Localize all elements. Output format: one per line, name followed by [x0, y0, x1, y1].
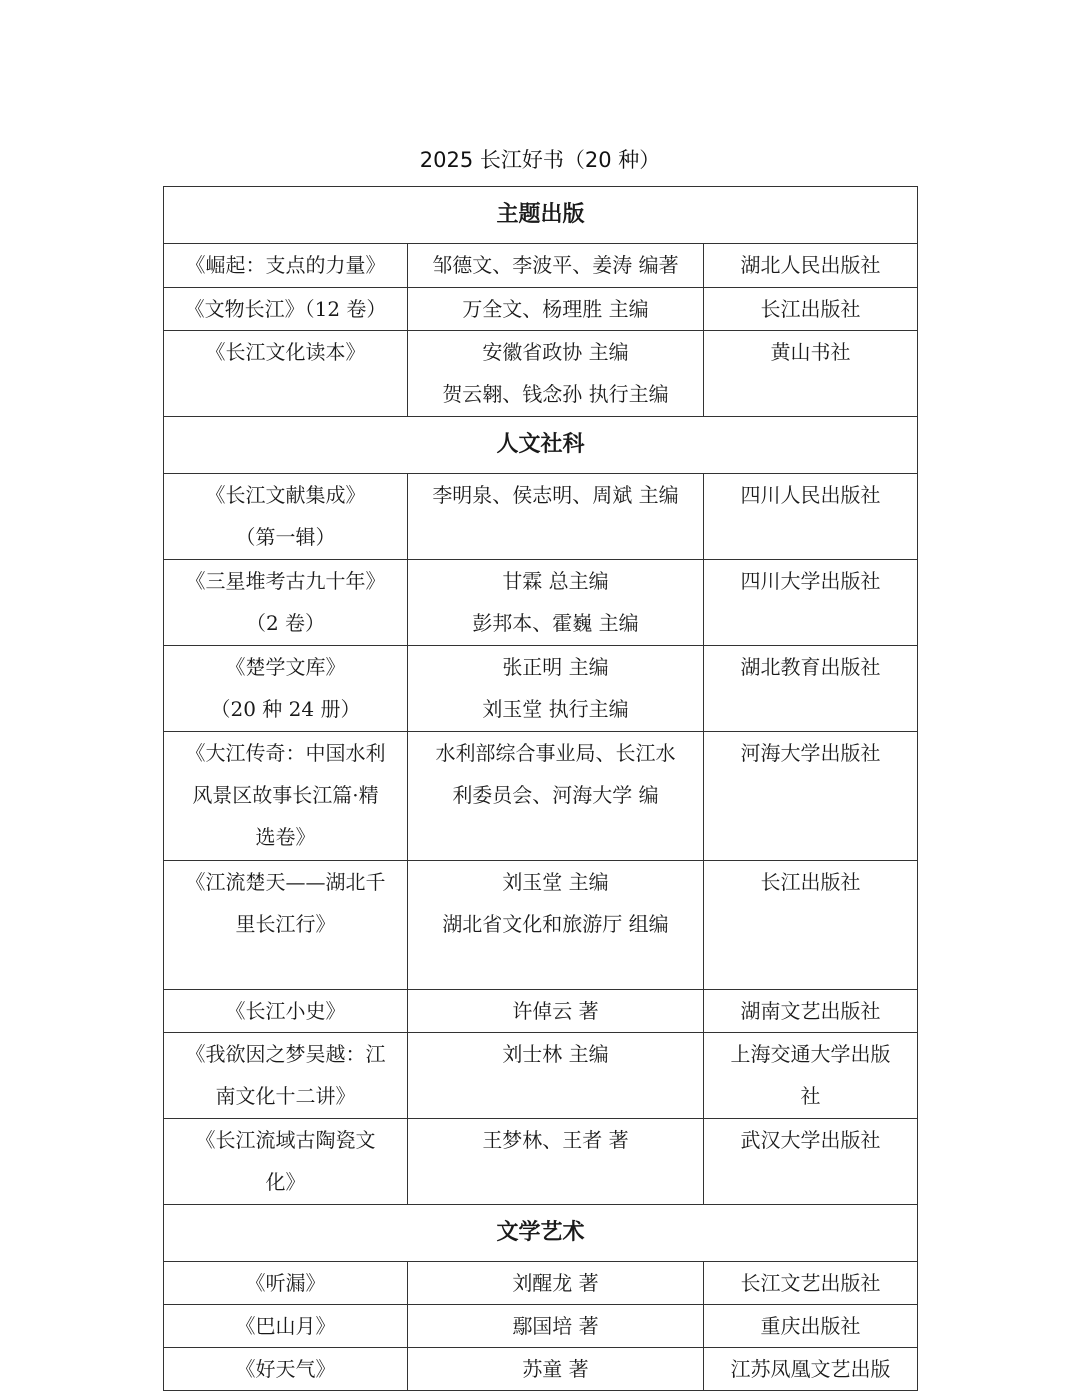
book-publisher: 湖北人民出版社: [704, 244, 918, 288]
table-row: [164, 1119, 918, 1205]
book-publisher: 长江出版社: [704, 288, 918, 331]
book-authors: 刘醒龙 著: [408, 1262, 704, 1305]
book-title: 《听漏》: [164, 1262, 408, 1305]
book-publisher: 长江文艺出版社: [704, 1262, 918, 1305]
book-publisher: 湖北教育出版社: [704, 646, 918, 732]
book-authors: 李明泉、侯志明、周斌 主编: [408, 474, 704, 560]
book-authors: 安徽省政协 主编 贺云翱、钱念孙 执行主编: [408, 331, 704, 417]
book-title: 《好天气》: [164, 1348, 408, 1391]
book-list-table: [163, 186, 918, 1391]
table-row: [164, 990, 918, 1033]
table-row: [164, 1305, 918, 1348]
book-authors: 万全文、杨理胜 主编: [408, 288, 704, 331]
section-header-row: [164, 187, 918, 244]
section-header-row: [164, 417, 918, 474]
book-authors: 张正明 主编 刘玉堂 执行主编: [408, 646, 704, 732]
book-publisher: 上海交通大学出版 社: [704, 1033, 918, 1119]
book-title: 《巴山月》: [164, 1305, 408, 1348]
book-publisher: 重庆出版社: [704, 1305, 918, 1348]
table-row: [164, 732, 918, 861]
book-title: 《楚学文库》 （20 种 24 册）: [164, 646, 408, 732]
book-title: 《我欲因之梦吴越：江 南文化十二讲》: [164, 1033, 408, 1119]
book-title: 《江流楚天——湖北千 里长江行》: [164, 861, 408, 990]
table-row: [164, 1033, 918, 1119]
book-authors: 甘霖 总主编 彭邦本、霍巍 主编: [408, 560, 704, 646]
book-publisher: 长江出版社: [704, 861, 918, 990]
table-row: [164, 244, 918, 288]
section-header-row: [164, 1205, 918, 1262]
table-row: [164, 1262, 918, 1305]
section-header: 主题出版: [164, 187, 918, 244]
book-publisher: 武汉大学出版社: [704, 1119, 918, 1205]
book-title: 《长江小史》: [164, 990, 408, 1033]
section-header: 文学艺术: [164, 1205, 918, 1262]
book-publisher: 湖南文艺出版社: [704, 990, 918, 1033]
section-header: 人文社科: [164, 417, 918, 474]
table-row: [164, 474, 918, 560]
book-publisher: 四川人民出版社: [704, 474, 918, 560]
table-row: [164, 1348, 918, 1391]
book-title: 《长江文献集成》 （第一辑）: [164, 474, 408, 560]
book-authors: 水利部综合事业局、长江水 利委员会、河海大学 编: [408, 732, 704, 861]
table-row: [164, 646, 918, 732]
book-authors: 鄢国培 著: [408, 1305, 704, 1348]
book-title: 《三星堆考古九十年》 （2 卷）: [164, 560, 408, 646]
book-authors: 许倬云 著: [408, 990, 704, 1033]
book-title: 《崛起：支点的力量》: [164, 244, 408, 288]
table-row: [164, 861, 918, 990]
table-row: [164, 288, 918, 331]
page-title: 2025 长江好书（20 种）: [419, 148, 661, 172]
book-publisher: 黄山书社: [704, 331, 918, 417]
book-authors: 苏童 著: [408, 1348, 704, 1391]
book-title: 《大江传奇：中国水利 风景区故事长江篇·精 选卷》: [164, 732, 408, 861]
book-publisher: 四川大学出版社: [704, 560, 918, 646]
book-authors: 刘玉堂 主编 湖北省文化和旅游厅 组编: [408, 861, 704, 990]
book-title: 《文物长江》（12 卷）: [164, 288, 408, 331]
book-authors: 邹德文、李波平、姜涛 编著: [408, 244, 704, 288]
table-row: [164, 331, 918, 417]
book-publisher: 江苏凤凰文艺出版: [704, 1348, 918, 1391]
book-title: 《长江文化读本》: [164, 331, 408, 417]
book-authors: 王梦林、王者 著: [408, 1119, 704, 1205]
book-publisher: 河海大学出版社: [704, 732, 918, 861]
book-title: 《长江流域古陶瓷文 化》: [164, 1119, 408, 1205]
table-row: [164, 560, 918, 646]
book-authors: 刘士林 主编: [408, 1033, 704, 1119]
